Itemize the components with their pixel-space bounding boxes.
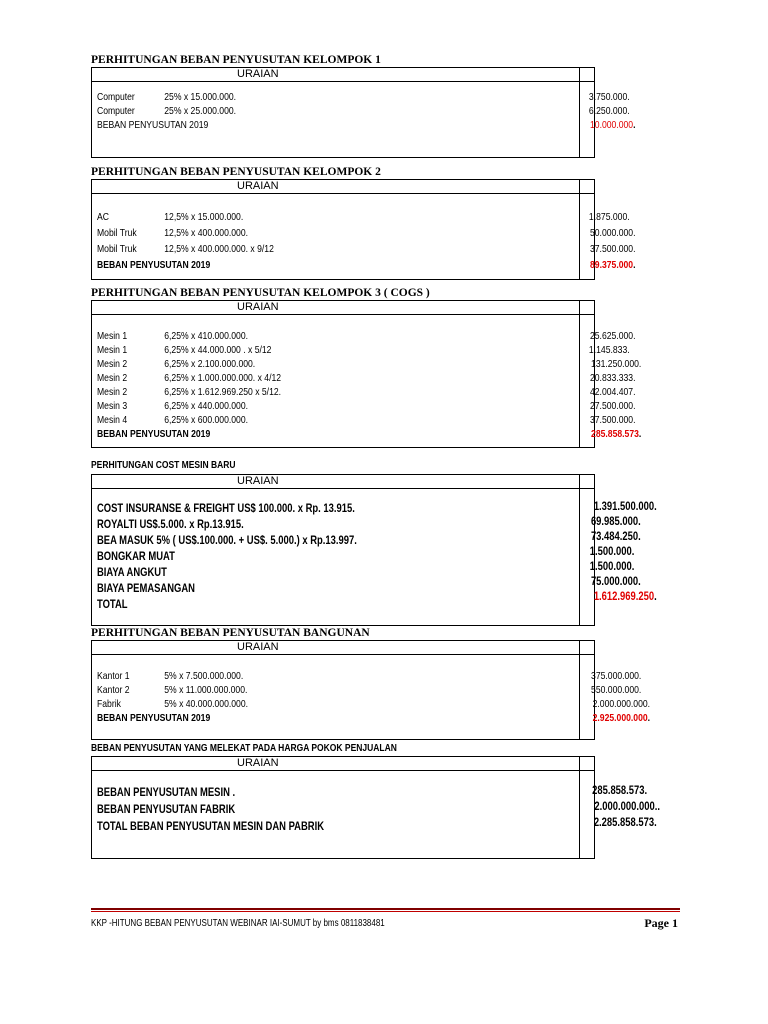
list-item: TOTAL BEBAN PENYUSUTAN MESIN DAN PABRIK — [97, 821, 325, 833]
total-label: BEBAN PENYUSUTAN 2019 — [97, 712, 211, 724]
list-item: Mesin 2 6,25% x 2.100.000.000. — [97, 358, 256, 370]
list-item: BIAYA PEMASANGAN — [97, 583, 195, 595]
value-cell: 20.833.333. — [589, 372, 636, 384]
value-cell: 42.004.407. — [589, 386, 636, 398]
total-label: TOTAL — [97, 599, 128, 611]
value-cell: 6.250.000. — [588, 105, 630, 117]
table-kelompok-3 — [91, 300, 642, 448]
page-number: Page 1 — [644, 916, 678, 930]
value-cell: 1.500.000. — [589, 546, 635, 558]
value-cell: 375.000.000. — [591, 670, 642, 682]
total-label: BEBAN PENYUSUTAN 2019 — [97, 259, 211, 271]
total-value: 10.000.000. — [589, 119, 636, 131]
list-item: ROYALTI US$.5.000. x Rp.13.915. — [97, 519, 244, 531]
list-item: Mesin 3 6,25% x 440.000.000. — [97, 400, 249, 412]
list-item: Fabrik 5% x 40.000.000.000. — [97, 698, 249, 710]
value-cell: 1.875.000. — [588, 211, 630, 223]
list-item: BONGKAR MUAT — [97, 551, 175, 563]
list-item: Mesin 2 6,25% x 1.612.969.250 x 5/12. — [97, 386, 282, 398]
table-kelompok-1 — [91, 67, 636, 158]
section-title-kelompok-2: PERHITUNGAN BEBAN PENYUSUTAN KELOMPOK 2 — [91, 166, 381, 178]
list-item: Computer 25% x 15.000.000. — [97, 91, 237, 103]
footer-text: KKP -HITUNG BEBAN PENYUSUTAN WEBINAR IAI-SUMUT by bms 0811838481 — [91, 918, 385, 929]
value-cell: 1.145.833. — [588, 344, 630, 356]
list-item: Kantor 2 5% x 11.000.000.000. — [97, 684, 248, 696]
list-item: Mobil Truk 12,5% x 400.000.000. — [97, 227, 249, 239]
value-cell: 2.000.000.000. — [592, 698, 651, 710]
list-item: BEBAN PENYUSUTAN FABRIK — [97, 804, 236, 816]
total-value: 2.925.000.000. — [592, 712, 651, 724]
list-item: Computer 25% x 25.000.000. — [97, 105, 237, 117]
total-value: 285.858.573. — [591, 428, 642, 440]
table-cost-mesin-baru — [91, 474, 657, 626]
list-item: Mesin 1 6,25% x 44.000.000 . x 5/12 — [97, 344, 272, 356]
total-label: BEBAN PENYUSUTAN 2019 — [97, 119, 209, 131]
list-item: Kantor 1 5% x 7.500.000.000. — [97, 670, 244, 682]
value-cell: 131.250.000. — [591, 358, 642, 370]
table-kelompok-2 — [91, 179, 636, 280]
section-title-kelompok-1: PERHITUNGAN BEBAN PENYUSUTAN KELOMPOK 1 — [91, 54, 381, 66]
value-cell: 75.000.000. — [590, 576, 641, 588]
total-value: 89.375.000. — [589, 259, 636, 271]
list-item: Mesin 2 6,25% x 1.000.000.000. x 4/12 — [97, 372, 282, 384]
value-cell: 27.500.000. — [589, 400, 636, 412]
list-item: Mesin 4 6,25% x 600.000.000. — [97, 414, 249, 426]
value-cell: 25.625.000. — [589, 330, 636, 342]
table-header-uraian: URAIAN — [92, 301, 580, 315]
value-cell: 2.000.000.000.. — [594, 801, 660, 813]
section-title-hpp: BEBAN PENYUSUTAN YANG MELEKAT PADA HARGA POKOK PENJUALAN — [91, 743, 397, 754]
table-header-uraian: URAIAN — [92, 475, 580, 489]
list-item: BEA MASUK 5% ( US$.100.000. + US$. 5.000.) x Rp.13.997. — [97, 535, 357, 547]
table-header-uraian: URAIAN — [92, 641, 580, 655]
section-title-bangunan: PERHITUNGAN BEBAN PENYUSUTAN BANGUNAN — [91, 627, 370, 639]
value-cell: 69.985.000. — [590, 516, 641, 528]
list-item: BEBAN PENYUSUTAN MESIN . — [97, 787, 236, 799]
list-item: AC 12,5% x 15.000.000. — [97, 211, 244, 223]
value-cell: 550.000.000. — [591, 684, 642, 696]
value-cell: 2.285.858.573. — [593, 817, 657, 829]
total-value: 1.612.969.250. — [593, 591, 657, 603]
value-cell: 3.750.000. — [588, 91, 630, 103]
value-cell: 37.500.000. — [589, 243, 636, 255]
total-label: BEBAN PENYUSUTAN 2019 — [97, 428, 211, 440]
table-header-uraian: URAIAN — [92, 757, 580, 771]
list-item: COST INSURANSE & FREIGHT US$ 100.000. x Rp. 13.915. — [97, 503, 355, 515]
table-hpp — [91, 756, 660, 859]
value-cell: 1.391.500.000. — [593, 501, 657, 513]
value-cell: 73.484.250. — [590, 531, 641, 543]
table-bangunan — [91, 640, 651, 740]
footer-rule-thin — [91, 911, 680, 912]
section-title-cost-mesin-baru: PERHITUNGAN COST MESIN BARU — [91, 460, 236, 471]
value-cell: 1.500.000. — [589, 561, 635, 573]
value-cell: 285.858.573. — [592, 785, 648, 797]
table-header-uraian: URAIAN — [92, 180, 580, 194]
value-cell: 37.500.000. — [589, 414, 636, 426]
list-item: Mobil Truk 12,5% x 400.000.000. x 9/12 — [97, 243, 274, 255]
list-item: Mesin 1 6,25% x 410.000.000. — [97, 330, 249, 342]
list-item: BIAYA ANGKUT — [97, 567, 167, 579]
table-header-uraian: URAIAN — [92, 68, 580, 82]
value-cell: 50.000.000. — [589, 227, 636, 239]
footer-rule — [91, 908, 680, 910]
section-title-kelompok-3: PERHITUNGAN BEBAN PENYUSUTAN KELOMPOK 3 ( COGS ) — [91, 287, 430, 299]
